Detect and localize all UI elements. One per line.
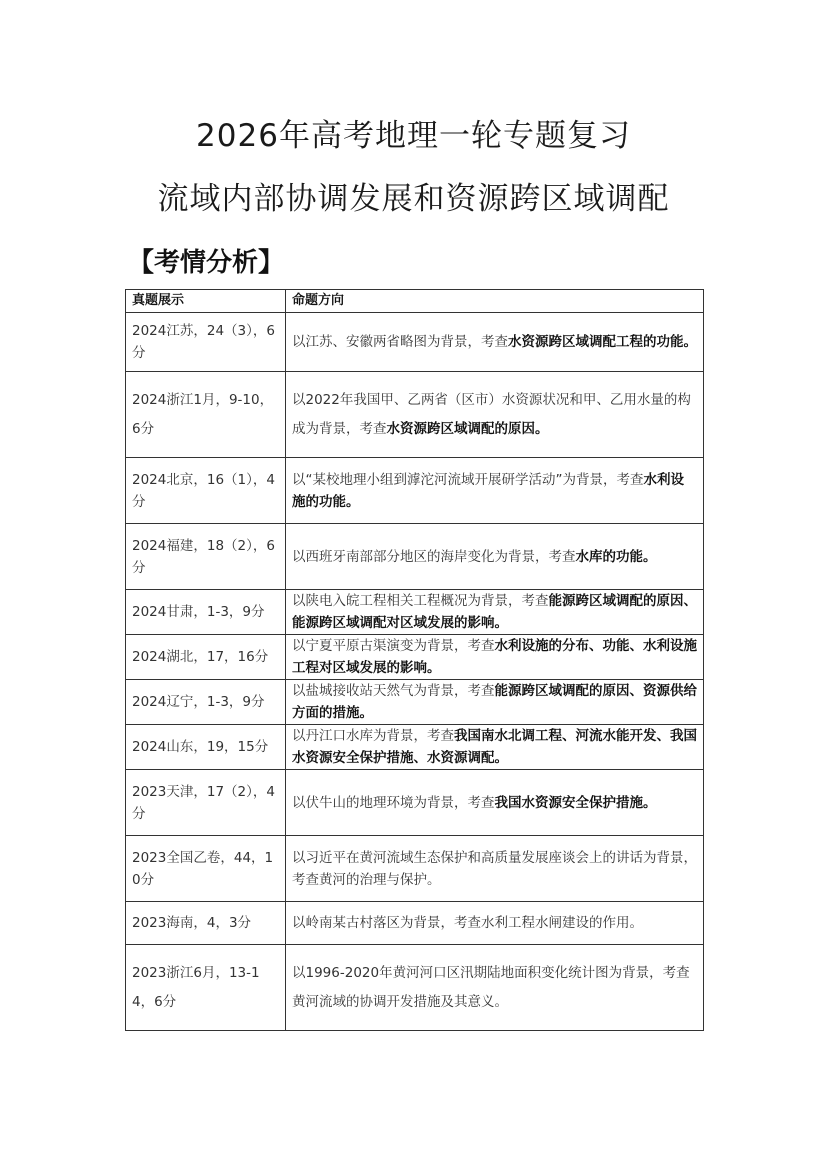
exam-cell: 2024辽宁，1-3，9分 [126, 680, 286, 725]
exam-cell: 2023海南，4，3分 [126, 902, 286, 945]
direction-emphasis: 水库的功能。 [575, 548, 657, 565]
direction-text: 以习近平在黄河流域生态保护和高质量发展座谈会上的讲话为背景，考查黄河的治理与保护。 [292, 849, 697, 888]
exam-cell: 2023浙江6月，13-14，6分 [126, 945, 286, 1031]
direction-cell [286, 313, 704, 372]
direction-emphasis: 水利设施的功能。 [292, 471, 684, 510]
direction-text: 以丹江口水库为背景，考查 [292, 728, 454, 744]
direction-emphasis: 我国水资源安全保护措施。 [494, 794, 657, 811]
direction-text: 以江苏、安徽两省略图为背景，考查 [292, 334, 508, 350]
direction-cell [286, 725, 704, 770]
direction-text: 以陕电入皖工程相关工程概况为背景，考查 [292, 593, 549, 609]
direction-text: 以伏牛山的地理环境为背景，考查 [292, 794, 495, 811]
table-row [126, 590, 704, 635]
table-row [126, 770, 704, 836]
direction-text: 以1996-2020年黄河河口区汛期陆地面积变化统计图为背景，考查黄河流域的协调开发措施及其意义。 [292, 964, 690, 1010]
direction-cell [286, 372, 704, 458]
header-exam: 真题展示 [126, 290, 286, 313]
direction-text: 以宁夏平原古渠演变为背景，考查 [292, 638, 495, 654]
direction-text: 以岭南某古村落区为背景，考查水利工程水闸建设的作用。 [292, 915, 643, 931]
exam-cell: 2024湖北，17，16分 [126, 635, 286, 680]
direction-emphasis: 能源跨区域调配的原因、资源供给方面的措施。 [292, 683, 697, 721]
table-row [126, 945, 704, 1031]
direction-cell [286, 836, 704, 902]
direction-cell [286, 635, 704, 680]
table-row [126, 372, 704, 458]
direction-cell [286, 902, 704, 945]
exam-cell: 2024福建，18（2），6分 [126, 524, 286, 590]
exam-cell: 2024江苏，24（3），6分 [126, 313, 286, 372]
table-row [126, 902, 704, 945]
direction-emphasis: 我国南水北调工程、河流水能开发、我国水资源安全保护措施、水资源调配。 [292, 728, 697, 766]
direction-emphasis: 水利设施的分布、功能、水利设施工程对区域发展的影响。 [292, 638, 697, 676]
direction-cell [286, 770, 704, 836]
title-line-2: 流域内部协调发展和资源跨区域调配 [157, 181, 670, 217]
direction-text: 以“某校地理小组到滹沱河流域开展研学活动”为背景，考查 [292, 471, 644, 488]
title-line-1: 2026年高考地理一轮专题复习 [196, 118, 631, 154]
table-row [126, 836, 704, 902]
table-row [126, 524, 704, 590]
exam-analysis-table [125, 289, 704, 1031]
exam-cell: 2024北京，16（1），4分 [126, 458, 286, 524]
direction-emphasis: 水资源跨区域调配工程的功能。 [508, 334, 697, 350]
direction-emphasis: 能源跨区域调配的原因、能源跨区域调配对区域发展的影响。 [292, 593, 697, 631]
direction-cell [286, 524, 704, 590]
table-header-row [126, 290, 704, 313]
direction-text: 以盐城接收站天然气为背景，考查 [292, 683, 495, 699]
exam-cell: 2024甘肃，1-3，9分 [126, 590, 286, 635]
exam-cell: 2023天津，17（2），4分 [126, 770, 286, 836]
table-row [126, 635, 704, 680]
table-row [126, 680, 704, 725]
direction-cell [286, 458, 704, 524]
header-direction: 命题方向 [286, 290, 704, 313]
direction-cell [286, 945, 704, 1031]
table-row [126, 458, 704, 524]
direction-emphasis: 水资源跨区域调配的原因。 [386, 420, 549, 437]
table-row [126, 725, 704, 770]
table-row [126, 313, 704, 372]
exam-cell: 2023全国乙卷，44，10分 [126, 836, 286, 902]
direction-cell [286, 590, 704, 635]
exam-cell: 2024浙江1月，9-10，6分 [126, 372, 286, 458]
direction-text: 以2022年我国甲、乙两省（区市）水资源状况和甲、乙用水量的构成为背景，考查 [292, 391, 691, 437]
section-heading: 【考情分析】 [128, 248, 285, 278]
direction-text: 以西班牙南部部分地区的海岸变化为背景，考查 [292, 548, 576, 565]
direction-cell [286, 680, 704, 725]
exam-cell: 2024山东，19，15分 [126, 725, 286, 770]
